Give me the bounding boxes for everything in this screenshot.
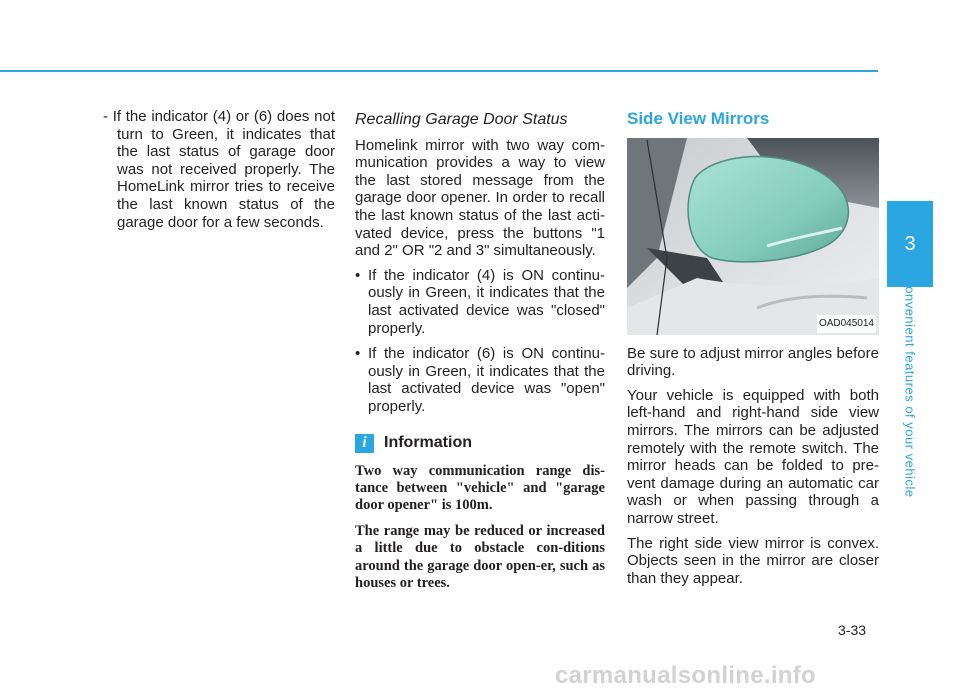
information-paragraph: The range may be reduced or increased a little due to obstacle con-ditions around the garage door open-er, such as houses or trees. — [355, 523, 605, 591]
page-number: 3-33 — [838, 622, 867, 638]
bullet-item: • If the indicator (4) is ON continu-ously in Green, it indicates that the last activated device was "closed" properly. — [355, 266, 605, 337]
info-icon: i — [355, 434, 374, 453]
side-mirror-photo — [627, 138, 879, 335]
chapter-side-label — [903, 277, 917, 497]
recalling-heading: Recalling Garage Door Status — [355, 111, 568, 128]
mirror-paragraph: Be sure to adjust mirror angles before driving. — [627, 344, 879, 380]
mirror-paragraph: The right side view mirror is convex. Objects seen in the mirror are closer than they appear. — [627, 534, 879, 587]
column-1 — [103, 108, 335, 238]
recalling-paragraph: Homelink mirror with two way com-munication provides a way to view the last stored message from the garage door opener. In order to recall the last known status of the last acti-vated device, press the buttons "1 and 2" OR "2 and 3" simultaneously. — [355, 136, 605, 260]
mirror-paragraph: Your vehicle is equipped with both left-hand and right-hand side view mirrors. The mirrors can be adjusted remotely with the remote switch. The mirror heads can be folded to pre-vent damage during an automatic car wash or when passing through a narrow street. — [627, 386, 879, 527]
watermark: carmanualsonline.info — [555, 662, 817, 689]
image-code: OAD045014 — [817, 315, 876, 333]
bullet-item: • If the indicator (6) is ON continu-ously in Green, it indicates that the last activated device was "open" properly. — [355, 345, 605, 415]
indicator-note: - If the indicator (4) or (6) does not turn to Green, it indicates that the last status of garage door was not received properly. The HomeLink mirror tries to receive the last known status of the garage door for a few seconds. — [103, 108, 335, 231]
chapter-title: Convenient features of your vehicle — [902, 276, 918, 498]
information-header — [355, 434, 605, 453]
column-2 — [355, 108, 605, 601]
chapter-number: 3 — [904, 232, 916, 255]
side-mirror-illustration — [627, 138, 879, 335]
chapter-tab — [887, 201, 933, 287]
column-3 — [627, 108, 879, 594]
header-rule — [0, 70, 878, 72]
side-view-mirrors-heading: Side View Mirrors — [627, 109, 770, 128]
information-title: Information — [384, 434, 472, 452]
information-paragraph: Two way communication range dis-tance between "vehicle" and "garage door opener" is 100m. — [355, 462, 605, 513]
